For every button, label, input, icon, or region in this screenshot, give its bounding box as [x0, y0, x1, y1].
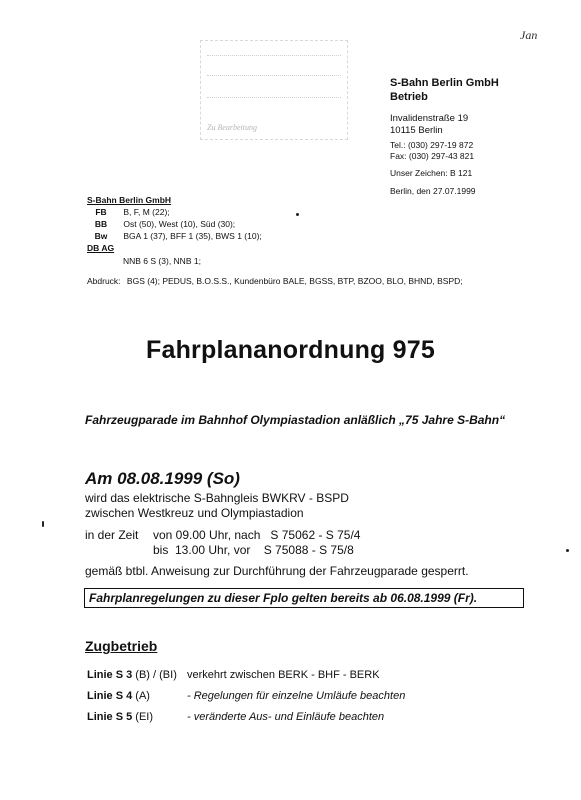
line-suffix: (EI)	[132, 711, 154, 723]
scan-speck	[42, 521, 44, 527]
time-from: von 09.00 Uhr, nach S 75062 - S 75/4	[153, 528, 361, 542]
scan-speck	[566, 549, 569, 552]
distribution-org-db: DB AG	[87, 243, 115, 253]
distribution-code: Bw	[94, 231, 108, 241]
fax: Fax: (030) 297-43 821	[390, 151, 475, 161]
department: Betrieb	[390, 91, 428, 103]
line-text: - Regelungen für einzelne Umläufe beachten	[187, 690, 406, 702]
line-row	[87, 690, 150, 702]
distribution-text: Ost (50), West (10), Süd (30);	[123, 219, 236, 229]
distribution-row	[87, 207, 170, 217]
line-row	[87, 669, 177, 681]
distribution-text: B, F, M (22);	[123, 207, 170, 217]
body-line-3: gemäß btbl. Anweisung zur Durchführung der Fahrzeugparade gesperrt.	[85, 564, 469, 578]
distribution-code: FB	[95, 207, 107, 217]
distribution-db-text: NNB 6 S (3), NNB 1;	[123, 256, 201, 266]
copy-line	[87, 276, 463, 286]
time-label: in der Zeit	[85, 528, 139, 542]
telephone: Tel.: (030) 297-19 872	[390, 140, 474, 150]
date-heading: Am 08.08.1999 (So)	[85, 469, 240, 488]
distribution-text: BGA 1 (37), BFF 1 (35), BWS 1 (10);	[123, 231, 262, 241]
line-label: Linie S 4	[87, 690, 133, 702]
handwritten-note: Jan	[520, 28, 538, 42]
body-line-1: wird das elektrische S-Bahngleis BWKRV - BSPD	[85, 491, 349, 505]
line-suffix: (B) / (BI)	[132, 669, 177, 681]
distribution-row	[87, 219, 235, 229]
city: 10115 Berlin	[390, 125, 443, 136]
line-row	[87, 711, 153, 723]
section-heading: Zugbetrieb	[85, 638, 158, 654]
line-label: Linie S 5	[87, 711, 133, 723]
notice-box: Fahrplanregelungen zu dieser Fplo gelten bereits ab 06.08.1999 (Fr).	[84, 588, 524, 608]
line-label: Linie S 3	[87, 669, 133, 681]
copy-label: Abdruck:	[87, 276, 121, 286]
line-suffix: (A)	[132, 690, 150, 702]
company-name: S-Bahn Berlin GmbH	[390, 77, 499, 89]
line-text: verkehrt zwischen BERK - BHF - BERK	[187, 669, 380, 681]
distribution-row	[87, 231, 262, 241]
copy-text: BGS (4); PEDUS, B.O.S.S., Kundenbüro BALE, BGSS, BTP, BZOO, BLO, BHND, BSPD;	[126, 276, 463, 286]
street: Invalidenstraße 19	[390, 113, 469, 124]
distribution-org: S-Bahn Berlin GmbH	[87, 195, 172, 205]
line-text: - veränderte Aus- und Einläufe beachten	[187, 711, 385, 723]
time-to: bis 13.00 Uhr, vor S 75088 - S 75/8	[153, 543, 354, 557]
receipt-stamp: Zu Bearbeitung	[200, 40, 348, 140]
document-subtitle: Fahrzeugparade im Bahnhof Olympiastadion anläßlich „75 Jahre S-Bahn“	[85, 413, 506, 427]
reference: Unser Zeichen: B 121	[390, 168, 473, 178]
document-title: Fahrplananordnung 975	[146, 336, 435, 364]
place-date: Berlin, den 27.07.1999	[390, 186, 476, 196]
distribution-code: BB	[94, 219, 108, 229]
body-line-2: zwischen Westkreuz und Olympiastadion	[85, 506, 304, 520]
scan-speck	[296, 213, 299, 216]
